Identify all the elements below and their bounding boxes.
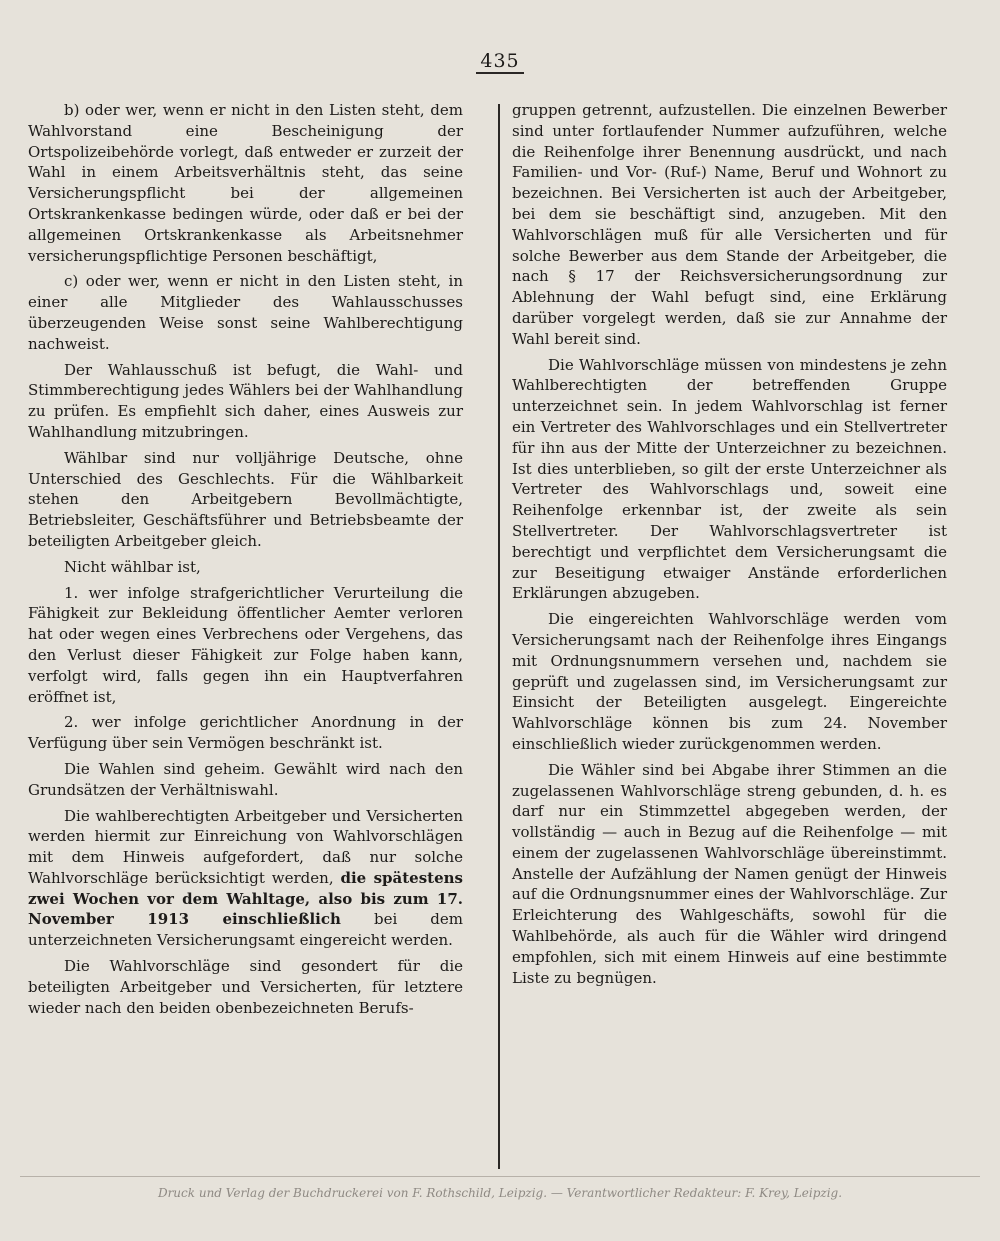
left-column bbox=[28, 100, 463, 1023]
paragraph-unterzeichnet: Die Wahlvorschläge müssen von mindestens je zehn Wahlberechtigten der betreffenden Gruppe unterzeichnet sein. In jedem Wahlvorschlag ist ferner ein Vertreter des Wahlvorschlages und ein Stellvertreter für ihn aus der Mitte der Unterzeichner zu bezeichnen. Ist dies unterblieben, so gilt der erste Unterzeichner als Vertreter des Wahlvorschlags und, soweit eine Reihenfolge erkennbar ist, der zweite als sein Stellvertreter. Der Wahlvorschlagsvertreter ist berechtigt und verpflichtet dem Versicherungsamt die zur Beseitigung etwaiger Anstände erforderlichen Erklärungen abzugeben. bbox=[512, 355, 947, 603]
paragraph-item-1: 1. wer infolge strafgerichtlicher Verurteilung die Fähigkeit zur Bekleidung öffentlicher Aemter verloren hat oder wegen eines Verbrechens oder Vergehens, das den Verlust dieser Fähigkeit zur Folge haben kann, verfolgt wird, falls gegen ihn ein Hauptverfahren eröffnet ist, bbox=[28, 583, 463, 706]
paragraph-c: c) oder wer, wenn er nicht in den Listen steht, in einer alle Mitglieder des Wahlausschusses überzeugenden Weise sonst seine Wahlberechtigung nachweist. bbox=[28, 272, 463, 353]
footer-imprint: Druck und Verlag der Buchdruckerei von F. Rothschild, Leipzig. — Verantwortlicher Redakteur: F. Krey, Leipzig. bbox=[157, 1186, 843, 1200]
paragraph-call-for-proposals bbox=[28, 806, 463, 952]
footer-rule bbox=[20, 1176, 980, 1177]
paragraph-wahlausschuss: Der Wahlausschuß ist befugt, die Wahl- und Stimmberechtigung jedes Wählers bei der Wahlhandlung zu prüfen. Es empfiehlt sich daher, eines Ausweis zur Wahlhandlung mitzubringen. bbox=[28, 360, 463, 441]
paragraph-eingereicht: Die eingereichten Wahlvorschläge werden vom Versicherungsamt nach der Reihenfolge ihres Eingangs mit Ordnungsnummern versehen und, nachdem sie geprüft und zugelassen sind, im Versicherungsamt zur Einsicht der Beteiligten ausgelegt. Eingereichte Wahlvorschläge können bis zum 24. November einschließlich wieder zurückgenommen werden. bbox=[512, 610, 947, 753]
paragraph-wahlvorschlaege: Die Wahlvorschläge sind gesondert für die beteiligten Arbeitgeber und Versicherten, für letztere wieder nach den beiden obenbezeichneten Berufs- bbox=[28, 957, 463, 1017]
paragraph-gruppen: gruppen getrennt, aufzustellen. Die einzelnen Bewerber sind unter fortlaufender Nummer aufzuführen, welche die Reihenfolge ihrer Benennung ausdrückt, und nach Familien- und Vor- (Ruf-) Name, Beruf und Wohnort zu bezeichnen. Bei Versicherten ist auch der Arbeitgeber, bei dem sie beschäftigt sind, anzugeben. Mit den Wahlvorschlägen muß für alle Versicherten und für solche Bewerber aus dem Stande der Arbeitgeber, die nach § 17 der Reichsversicherungsordnung zur Ablehnung der Wahl befugt sind, eine Erklärung darüber vorgelegt werden, daß sie zur Annahme der Wahl bereit sind. bbox=[512, 101, 947, 348]
call-deadline-bold: die spätestens zwei Wochen vor dem Wahltage, also bis zum 17. November 1913 einschließlich bbox=[28, 868, 463, 929]
paragraph-wahlen-geheim: Die Wahlen sind geheim. Gewählt wird nach den Grundsätzen der Verhältniswahl. bbox=[28, 759, 463, 799]
right-column bbox=[512, 100, 947, 993]
paragraph-waehler: Die Wähler sind bei Abgabe ihrer Stimmen an die zugelassenen Wahlvorschläge streng gebunden, d. h. es darf nur ein Stimmzettel abgegeben werden, der vollständig — auch in Bezug auf die Reihenfolge — mit einem der zugelassenen Wahlvorschläge übereinstimmt. Anstelle der Aufzählung der Namen genügt der Hinweis auf die Ordnungsnummer eines der Wahlvorschläge. Zur Erleichterung des Wahlgeschäfts, sowohl für die Wahlbehörde, als auch für die Wähler wird dringend empfohlen, sich mit einem Hinweis auf eine bestimmte Liste zu begnügen. bbox=[512, 760, 947, 987]
call-text-before: Die wahlberechtigten Arbeitgeber und Versicherten werden hiermit zur Einreichung von Wahlvorschlägen mit dem Hinweis aufgefordert, daß nur solche Wahlvorschläge berücksichtigt werden, bbox=[28, 806, 463, 887]
page-number: 435 bbox=[0, 50, 1000, 72]
column-divider bbox=[498, 104, 500, 1169]
paragraph-waehlbar: Wählbar sind nur volljährige Deutsche, ohne Unterschied des Geschlechts. Für die Wählbarkeit stehen den Arbeitgebern Bevollmächtigte, Betriebsleiter, Geschäftsführer und Betriebsbeamte der beteiligten Arbeitgeber gleich. bbox=[28, 448, 463, 550]
paragraph-b: b) oder wer, wenn er nicht in den Listen steht, dem Wahlvorstand eine Bescheinigung der Ortspolizeibehörde vorlegt, daß entweder er zurzeit der Wahl in einem Arbeitsverhältnis steht, das seine Versicherungspflicht bei der allgemeinen Ortskrankenkasse bedingen würde, oder daß er bei der allgemeinen Ortskrankenkasse als Arbeitsnehmer versicherungspflichtige Personen beschäftigt, bbox=[28, 101, 463, 265]
paragraph-item-2: 2. wer infolge gerichtlicher Anordnung in der Verfügung über sein Vermögen beschränkt ist. bbox=[28, 713, 463, 753]
paragraph-nicht-waehlbar: Nicht wählbar ist, bbox=[64, 557, 201, 576]
call-text-after: bei dem unterzeichneten Versicherungsamt eingereicht werden. bbox=[28, 910, 463, 950]
